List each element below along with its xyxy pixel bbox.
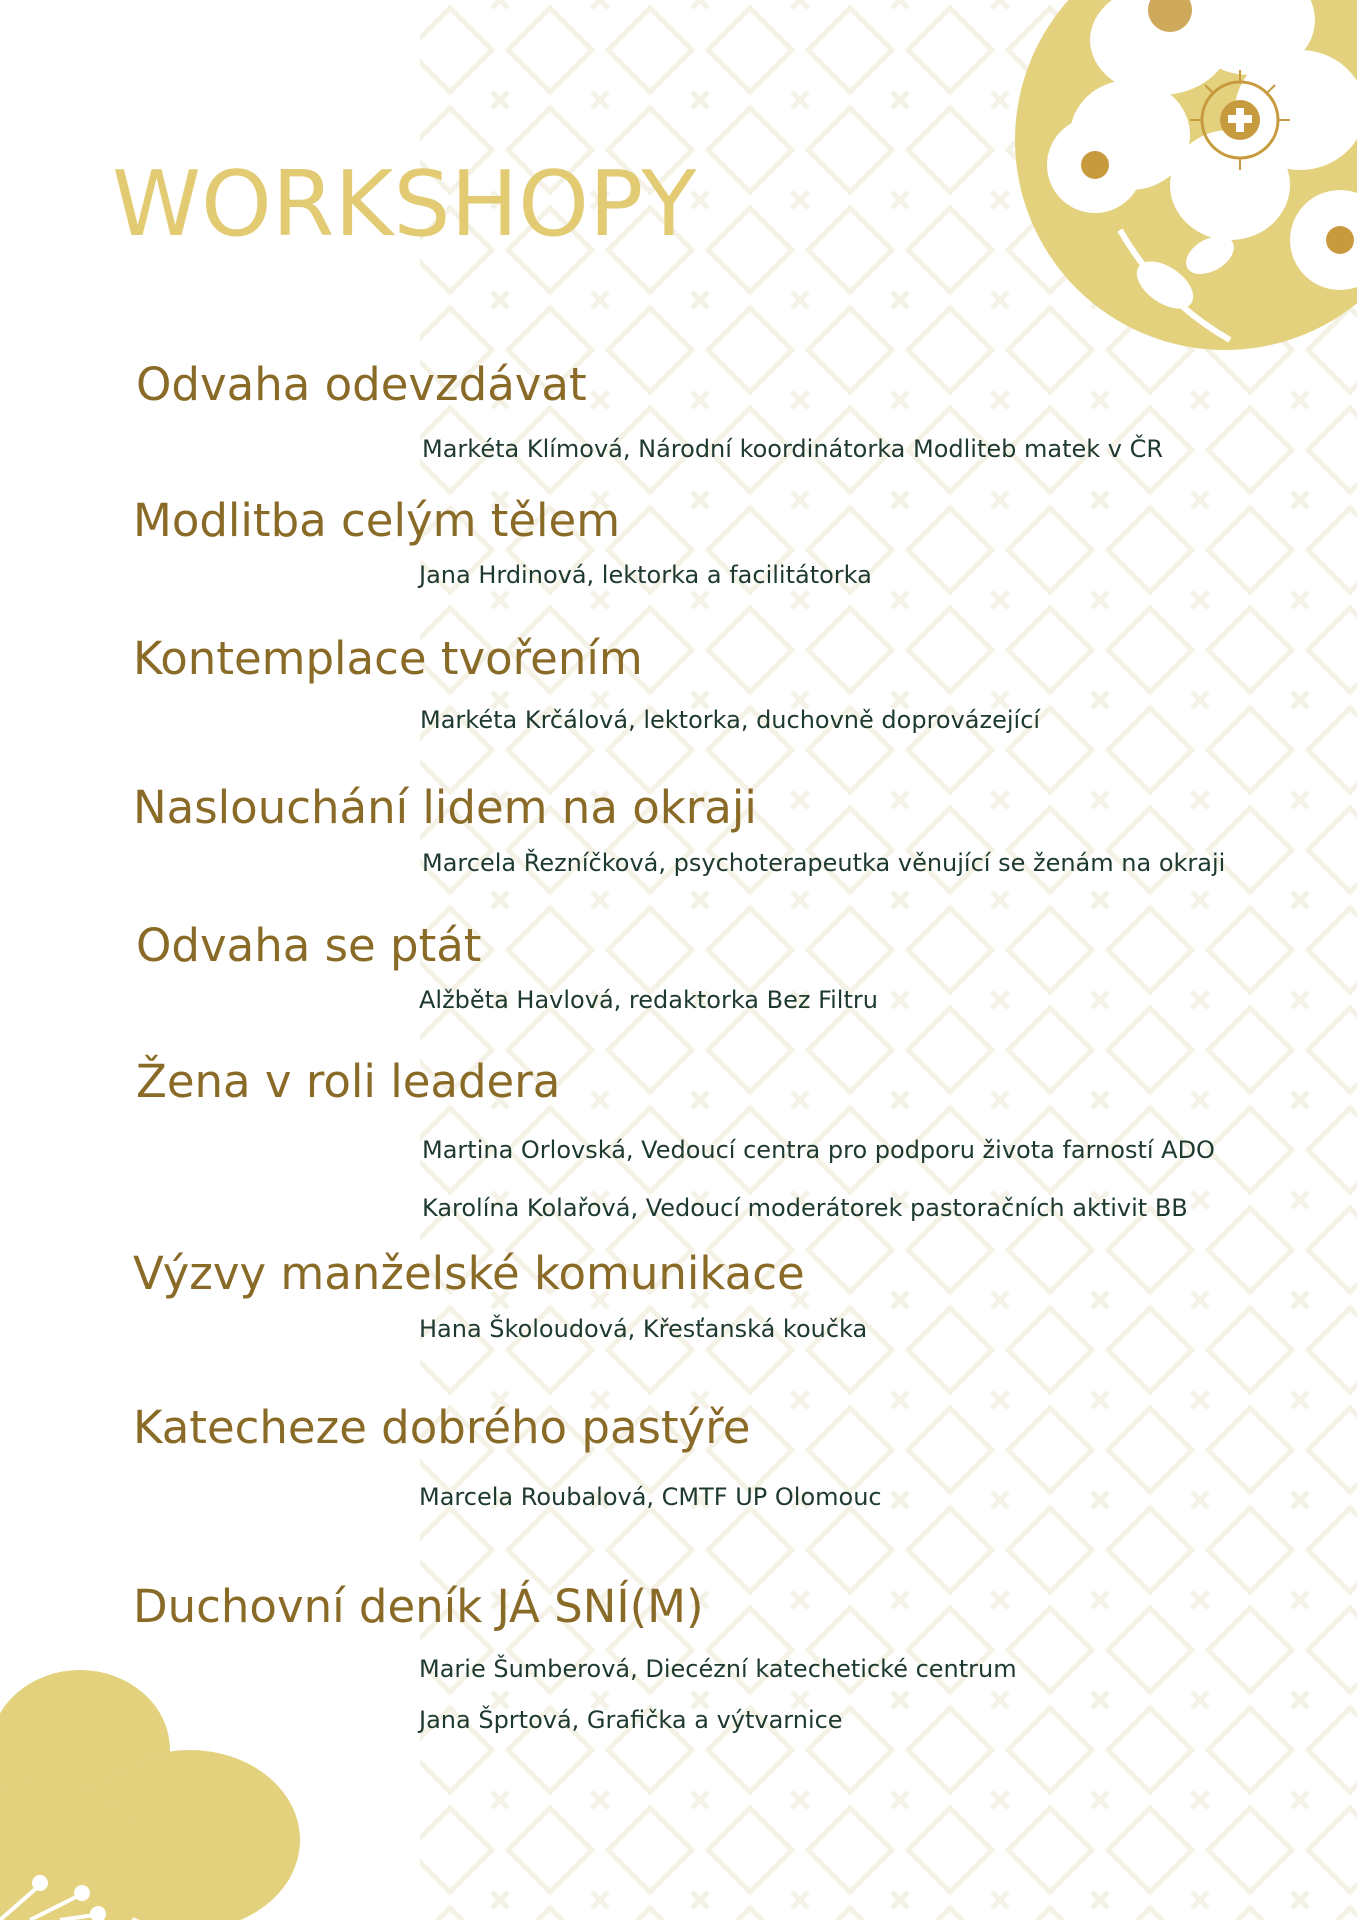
flower-decoration-bottom [0, 1670, 320, 1920]
workshop-title: Katecheze dobrého pastýře [133, 1401, 751, 1454]
workshop-title: Naslouchání lidem na okraji [133, 781, 757, 834]
workshop-title: Duchovní deník JÁ SNÍ(M) [133, 1580, 704, 1633]
workshop-title: Odvaha odevzdávat [136, 358, 587, 411]
workshop-title: Kontemplace tvořením [133, 632, 643, 685]
workshop-speaker: Marcela Řezníčková, psychoterapeutka věnující se ženám na okraji [422, 849, 1226, 877]
workshop-speaker: Martina Orlovská, Vedoucí centra pro podporu života farností ADO [422, 1136, 1215, 1164]
page-title: WORKSHOPY [112, 152, 697, 257]
workshop-speaker: Markéta Klímová, Národní koordinátorka Modliteb matek v ČR [422, 435, 1164, 463]
workshop-title: Odvaha se ptát [136, 919, 482, 972]
workshop-speaker: Marcela Roubalová, CMTF UP Olomouc [419, 1483, 882, 1511]
workshop-title: Žena v roli leadera [136, 1055, 561, 1108]
workshop-speaker: Karolína Kolařová, Vedoucí moderátorek pastoračních aktivit BB [422, 1194, 1188, 1222]
workshop-speaker: Jana Šprtová, Grafička a výtvarnice [419, 1706, 843, 1734]
workshop-speaker: Jana Hrdinová, lektorka a facilitátorka [419, 561, 872, 589]
workshop-speaker: Alžběta Havlová, redaktorka Bez Filtru [419, 986, 878, 1014]
workshop-speaker: Markéta Krčálová, lektorka, duchovně doprovázející [420, 706, 1041, 734]
flower-decoration-top [1000, 0, 1357, 360]
workshop-speaker: Marie Šumberová, Diecézní katechetické centrum [419, 1655, 1017, 1683]
workshop-title: Modlitba celým tělem [133, 494, 621, 547]
workshop-title: Výzvy manželské komunikace [133, 1247, 805, 1300]
workshop-speaker: Hana Školoudová, Křesťanská koučka [419, 1315, 868, 1343]
